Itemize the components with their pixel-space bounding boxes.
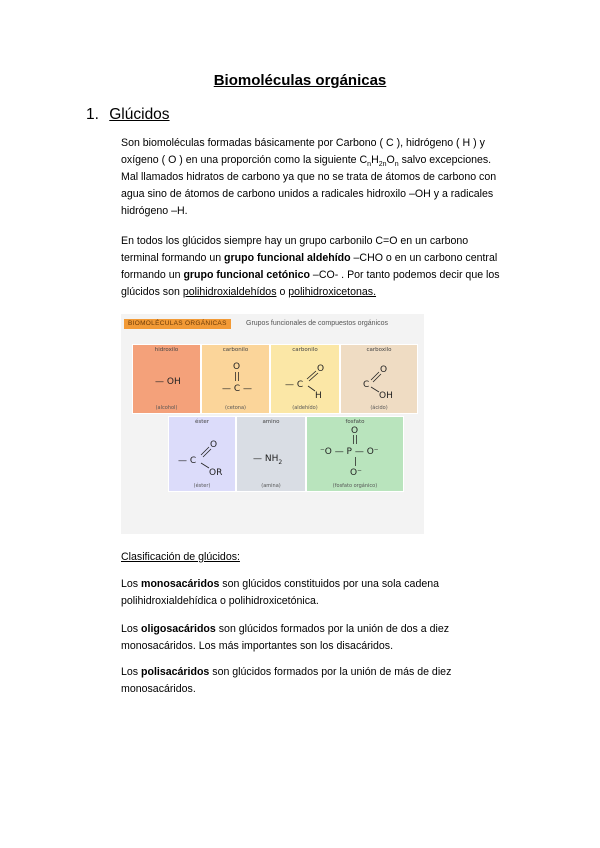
section-label: Glúcidos — [109, 106, 170, 123]
paragraph-definition: Son biomoléculas formadas básicamente por Carbono ( C ), hidrógeno ( H ) y oxígeno ( O ) en una proporción como la siguiente $C_nH_{2n}O_n$ salvo excepciones. Mal llamados hidratos de carbono ya que no se trata de átomos de carbono con agua sino de átomos de carbono unidos a radicales hidroxilo –OH y a radicales hidrógeno –H. — [121, 137, 497, 217]
section-heading — [86, 106, 170, 124]
carboxyl-cell: carboxilo C O OH (ácido) — [340, 344, 418, 414]
svg-text:C: C — [363, 380, 370, 390]
svg-text:— C —: — C — — [222, 384, 253, 394]
oligosaccharides-paragraph: Los oligosacáridos son glúcidos formados por la unión de dos a diez monosacáridos. Los más importantes son los disacáridos. — [121, 623, 450, 652]
section-number: 1. — [86, 106, 99, 123]
svg-text:O: O — [233, 362, 241, 372]
svg-text:||: || — [234, 372, 241, 382]
functional-groups-figure — [121, 314, 424, 534]
svg-text:H: H — [315, 391, 322, 401]
svg-text:⁻O — P — O⁻: ⁻O — P — O⁻ — [320, 447, 379, 457]
svg-text:O: O — [351, 426, 359, 436]
phosphate-cell: fosfato O || ⁻O — P — O⁻ | O⁻ (fosfato orgánico) — [306, 416, 404, 492]
svg-text:— OH: — OH — [155, 377, 181, 387]
page-title: Biomoléculas orgánicas — [213, 72, 387, 89]
svg-text:|: | — [354, 457, 358, 467]
svg-text:— NH2: — $NH_2$ — [253, 454, 283, 466]
monosaccharides-paragraph: Los monosacáridos son glúcidos constituidos por una sola cadena polihidroxialdehídica o polihidroxicetónica. — [121, 578, 440, 607]
figure-caption: Grupos funcionales de compuestos orgánicos — [246, 320, 389, 327]
polysaccharides-paragraph: Los polisacáridos son glúcidos formados por la unión de más de diez monosacáridos. — [121, 666, 452, 695]
svg-text:O: O — [380, 365, 388, 375]
svg-text:OH: OH — [379, 391, 393, 401]
classification-heading: Clasificación de glúcidos: — [121, 551, 240, 563]
carbonyl-ketone-cell: carbonilo O || — C — (cetona) — [201, 344, 270, 414]
svg-text:— C: — C — [178, 456, 197, 466]
svg-text:O⁻: O⁻ — [350, 468, 362, 478]
carbonyl-aldehyde-cell: carbonilo — C O H (aldehído) — [270, 344, 340, 414]
svg-text:O: O — [210, 440, 218, 450]
hydroxyl-cell: hidroxilo — OH (alcohol) — [132, 344, 201, 414]
figure-tag: BIOMOLÉCULAS ORGÁNICAS — [124, 319, 231, 329]
svg-text:||: || — [352, 435, 359, 445]
amino-cell: amino — $NH_2$ (amina) — [236, 416, 306, 492]
svg-text:OR: OR — [209, 468, 223, 478]
svg-text:— C: — C — [285, 380, 304, 390]
svg-text:O: O — [317, 364, 325, 374]
ester-cell: éster — C O OR (éster) — [168, 416, 236, 492]
paragraph-carbonyl: En todos los glúcidos siempre hay un grupo carbonilo C=O en un carbono terminal formando un grupo funcional aldehído –CHO o en un carbono central formando un grupo funcional cetónico –CO- . Por tanto podemos decir que los glúcidos son polihidroxialdehídos o polihidroxicetonas. — [121, 235, 500, 298]
